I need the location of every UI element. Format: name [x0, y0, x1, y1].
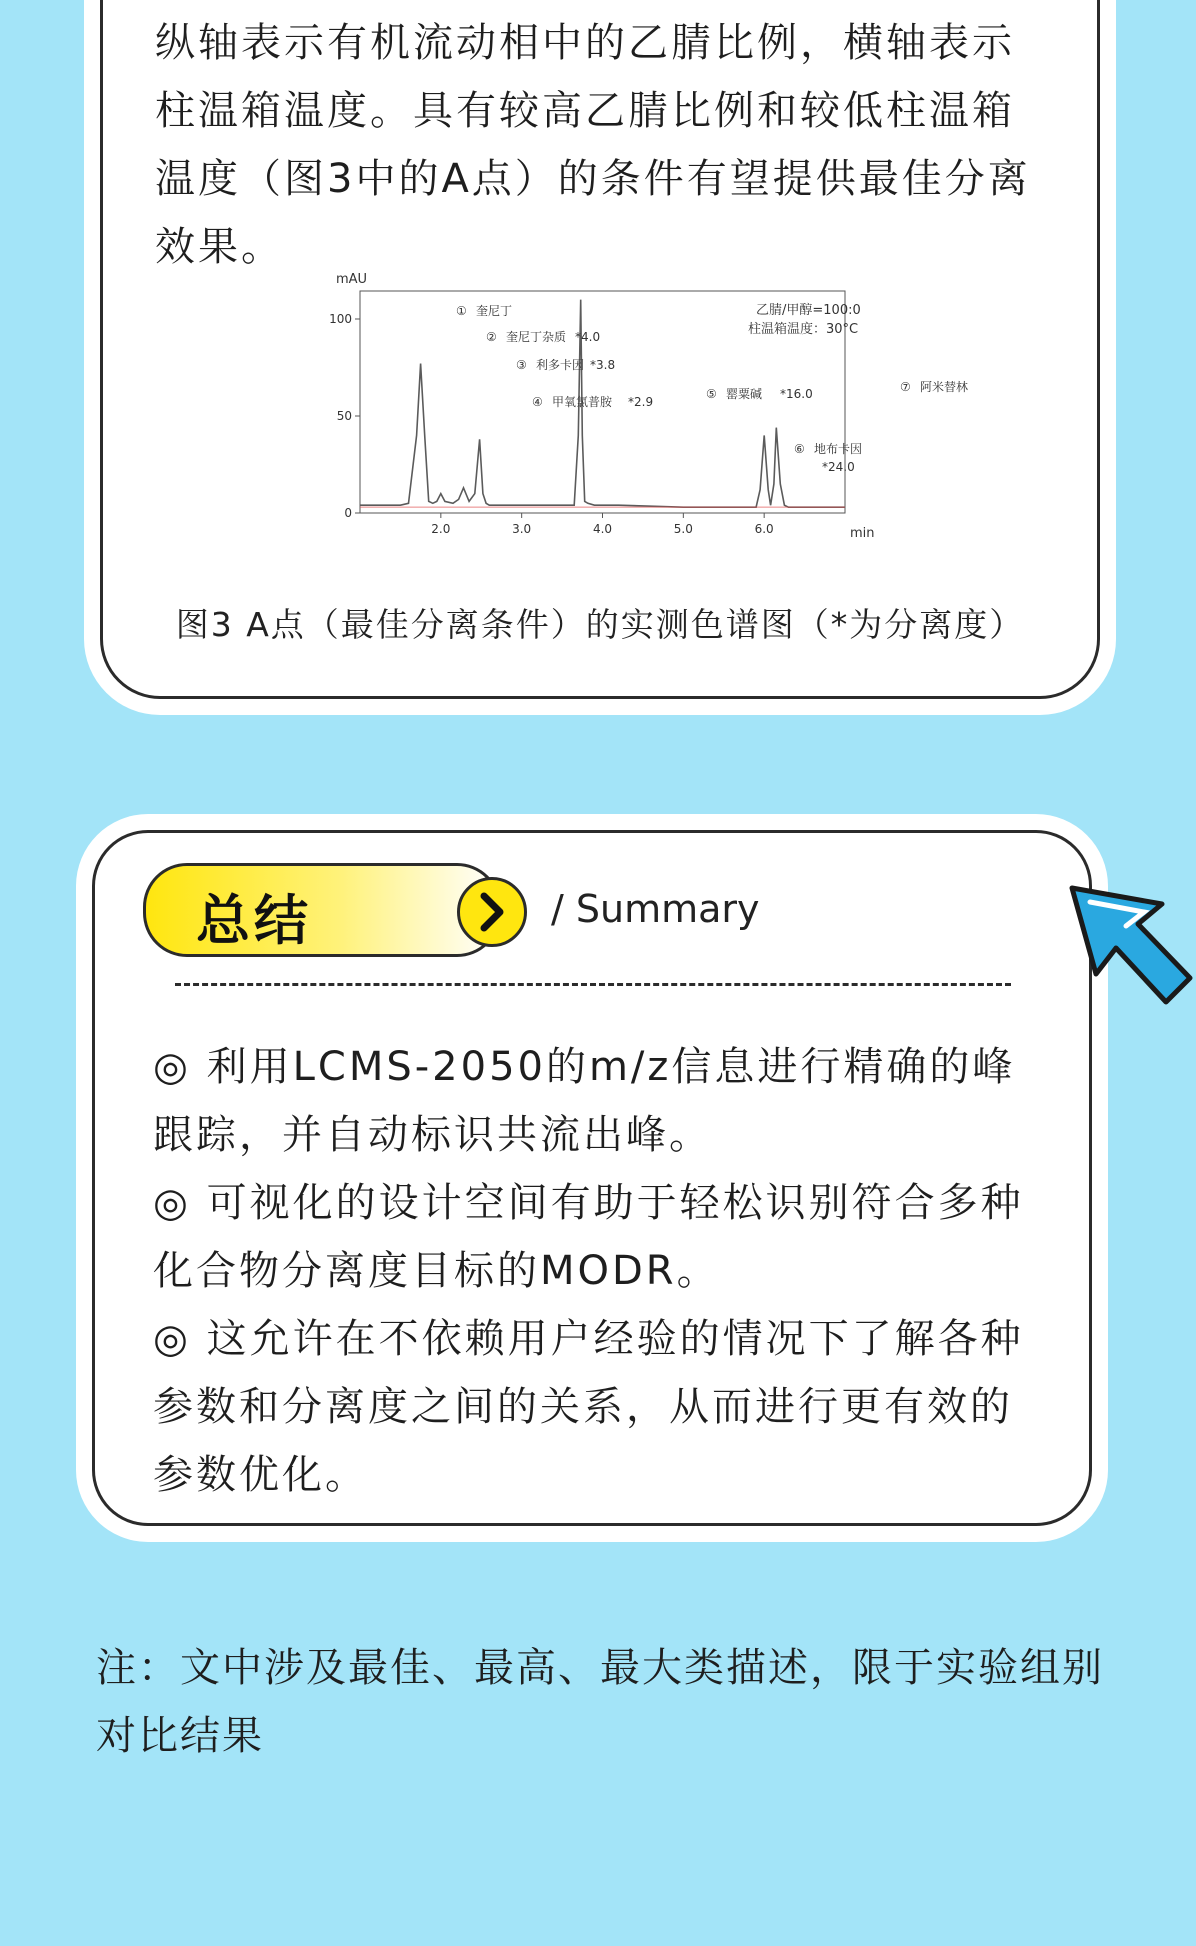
y-tick-label: 0 — [344, 506, 352, 520]
y-tick-label: 100 — [329, 312, 352, 326]
peak-label-2-res: *4.0 — [575, 330, 601, 344]
x-axis-label: min — [850, 526, 875, 541]
peak-label-7-name: 阿米替林 — [920, 380, 969, 394]
peak-label-6-num: ⑥ — [794, 442, 805, 456]
cursor-arrow-icon — [1060, 868, 1196, 1018]
summary-text: ◎ 利用LCMS-2050的m/z信息进行精确的峰跟踪，并自动标识共流出峰。 ◎ 可视化的设计空间有助于轻松识别符合多种化合物分离度目标的MODR。 ◎ 这允许在不依赖用户经验的情况下了解各种参数和分离度之间的关系，从而进行更有效的参数优化。 — [153, 1044, 1024, 1498]
peak-label-7-num: ⑦ — [900, 380, 911, 394]
summary-title: 总结 — [196, 889, 312, 952]
peak-label-4-name: 甲氧氯普胺 — [552, 395, 613, 409]
peak-label-3-num: ③ — [516, 358, 527, 372]
y-axis-label: mAU — [336, 272, 368, 287]
peak-label-5-num: ⑤ — [706, 387, 717, 401]
peak-label-3-name: 利多卡因 — [536, 358, 585, 372]
peak-label-2-name: 奎尼丁杂质 — [506, 330, 567, 344]
peak-label-6-name: 地布卡因 — [814, 442, 863, 456]
peak-label-6-res: *24.0 — [822, 460, 855, 474]
summary-panel — [92, 830, 1092, 1526]
intro-panel — [100, 0, 1100, 699]
peak-label-5-name: 罂粟碱 — [726, 387, 763, 401]
x-tick-label: 2.0 — [431, 522, 451, 536]
chromatogram-chart — [288, 263, 969, 583]
peak-label-4-res: *2.9 — [628, 395, 654, 409]
peak-label-4-num: ④ — [532, 395, 543, 409]
chevron-right-icon — [457, 877, 527, 947]
figure-caption: 图3 A点（最佳分离条件）的实测色谱图（*为分离度） — [175, 605, 1025, 644]
peak-label-2-num: ② — [486, 330, 497, 344]
peak-label-1-num: ① — [456, 304, 467, 318]
x-tick-label: 6.0 — [754, 522, 774, 536]
y-tick-label: 50 — [336, 409, 352, 423]
divider — [175, 983, 1011, 986]
condition-line-2: 柱温箱温度：30°C — [748, 322, 859, 337]
x-tick-label: 4.0 — [592, 522, 613, 536]
peak-label-1-name: 奎尼丁 — [476, 304, 513, 318]
x-tick-label: 5.0 — [673, 522, 693, 536]
footnote: 注：文中涉及最佳、最高、最大类描述，限于实验组别对比结果 — [96, 1645, 1104, 1759]
condition-line-1: 乙腈/甲醇=100:0 — [756, 303, 861, 318]
summary-title-pill — [143, 863, 501, 957]
intro-text: 纵轴表示有机流动相中的乙腈比例，横轴表示柱温箱温度。具有较高乙腈比例和较低柱温箱温度（图3中的A点）的条件有望提供最佳分离效果。 — [155, 20, 1031, 270]
summary-subtitle: / Summary — [551, 887, 760, 931]
peak-label-3-res: *3.8 — [590, 358, 616, 372]
peak-label-5-res: *16.0 — [780, 387, 813, 401]
x-tick-label: 3.0 — [512, 522, 532, 536]
